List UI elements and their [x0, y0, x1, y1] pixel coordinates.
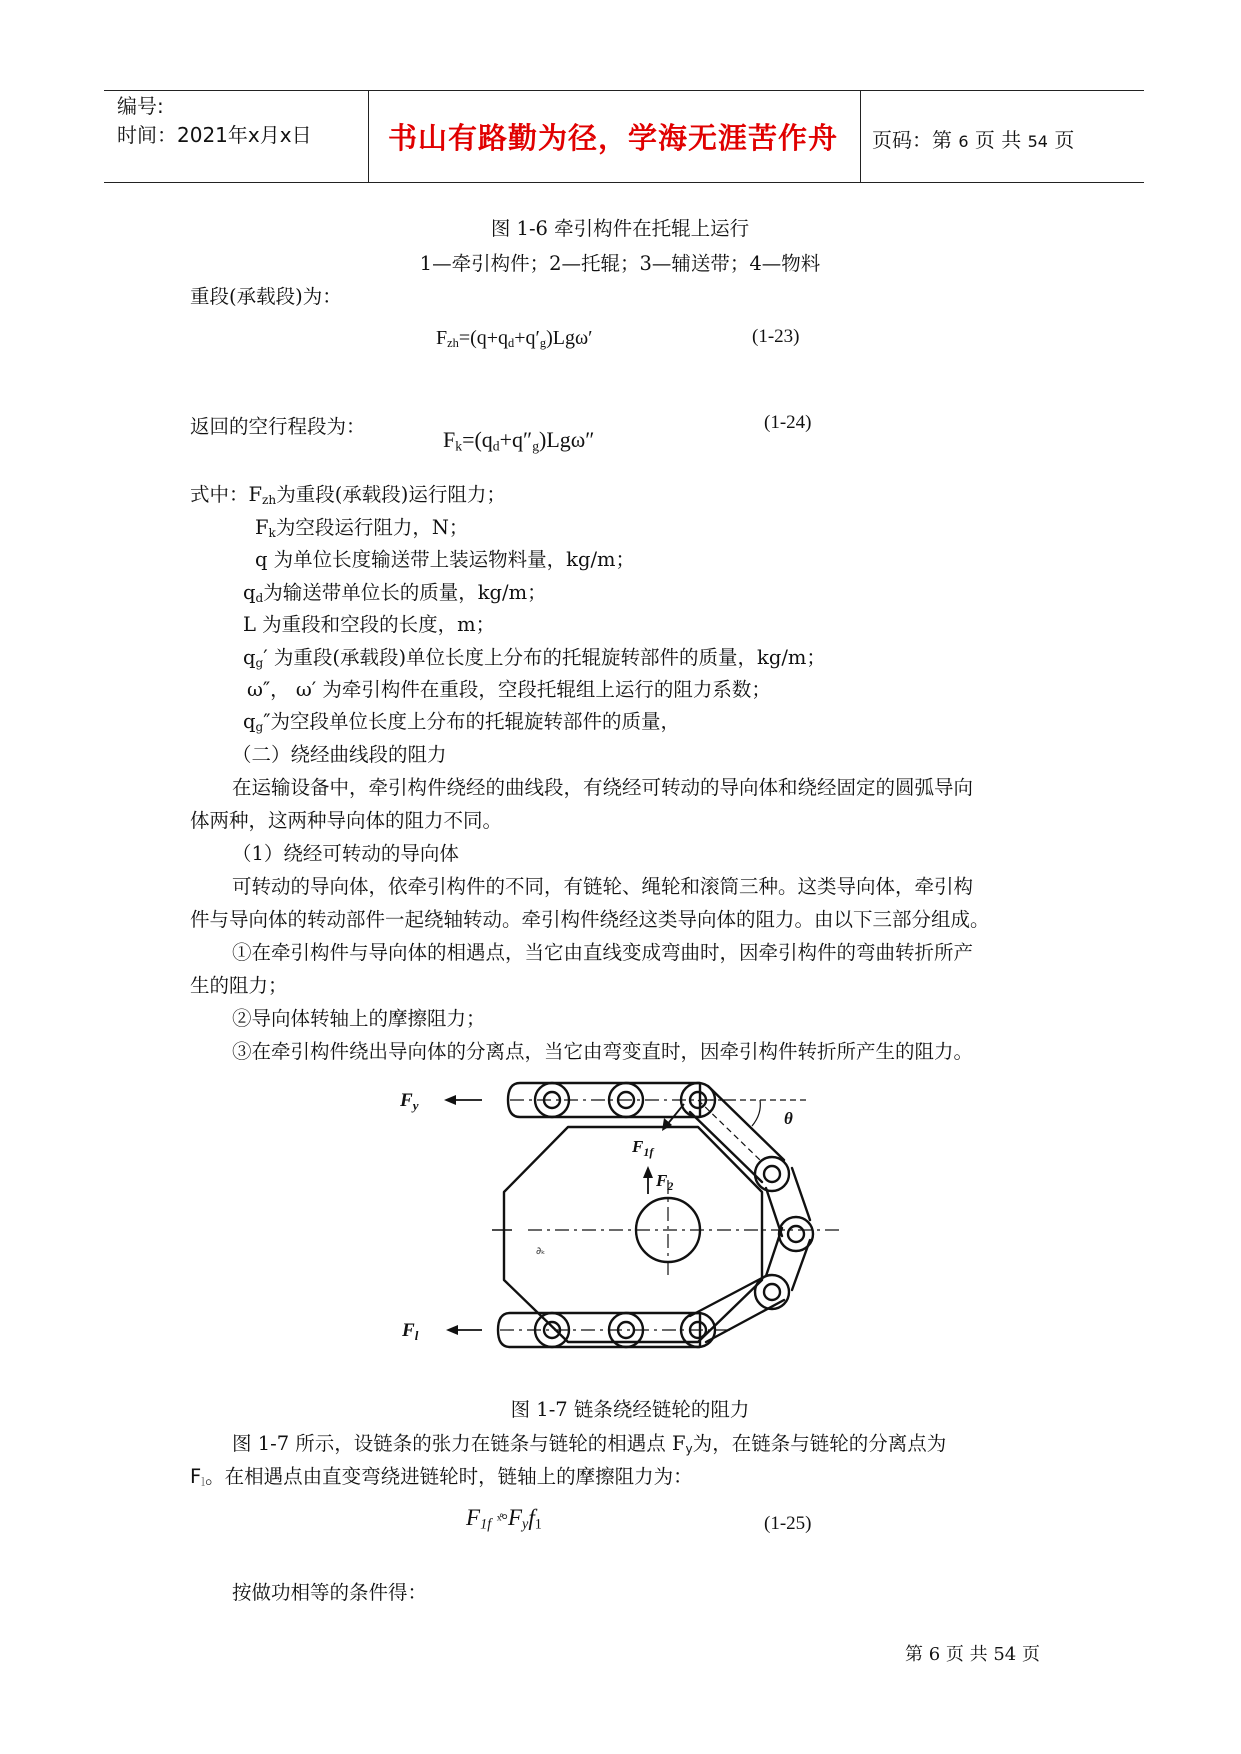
page-prefix: 页码：第 [872, 128, 952, 152]
page-total: 54 [1027, 132, 1048, 151]
para3-text-b: 为，在链条与链轮的分离点为 [692, 1432, 947, 1455]
def-intro: 式中： [190, 483, 249, 506]
para3-text-c: F [190, 1465, 202, 1488]
def-qg2-sym: q [243, 710, 256, 733]
doc-number-label: 编号: [117, 94, 164, 118]
eq25-fy: F [507, 1505, 522, 1530]
eq24-g-sub: g [532, 438, 539, 454]
fig17-label-small: ∂ₖ [536, 1246, 546, 1257]
item1-line1: ①在牵引构件与导向体的相遇点，当它由直线变成弯曲时，因牵引构件的弯曲转折所产 [232, 941, 974, 964]
fy-arrowhead [444, 1095, 456, 1105]
def-qg1-sub: g [255, 656, 264, 671]
theta-arc [752, 1100, 760, 1126]
item1-line2: 生的阻力； [190, 974, 288, 997]
header-top-rule [104, 90, 1144, 91]
def-fzh-sub: zh [262, 493, 277, 508]
fl-arrowhead [446, 1325, 458, 1335]
def-qd [243, 577, 547, 605]
eq25-f1-sub: 1 [534, 1516, 542, 1533]
para1-line2: 体两种，这两种导向体的阻力不同。 [190, 809, 503, 832]
def-qg1-text: ′ 为重段(承载段)单位长度上分布的托辊旋转部件的质量，kg/m； [263, 646, 826, 669]
item3: ③在牵引构件绕出导向体的分离点，当它由弯变直时，因牵引构件转折所产生的阻力。 [232, 1040, 974, 1063]
eq25-fy-sub: y [522, 1516, 529, 1533]
def-fzh [190, 479, 506, 507]
eq23-q-sub: d [508, 336, 515, 351]
eq24-f-sub: k [455, 438, 463, 454]
doc-time-label: 时间：2021年x月x日 [117, 123, 312, 147]
equation-1-23 [436, 327, 593, 351]
page-footer: 第 6 页 共 54 页 [905, 1644, 1040, 1665]
para2-line1: 可转动的导向体，依牵引构件的不同，有链轮、绳轮和滚筒三种。这类导向体，牵引构 [232, 875, 974, 898]
para3-line2 [190, 1461, 693, 1489]
fig16-legend: 1—牵引构件；2—托辊；3—辅送带；4—物料 [419, 252, 821, 275]
def-qg1-sym: q [243, 646, 256, 669]
def-fk-text: 为空段运行阻力，N； [275, 516, 469, 539]
def-qd-sym: q [243, 581, 256, 604]
return-section-label: 返回的空行程段为： [190, 415, 366, 438]
para2-line2: 件与导向体的转动部件一起绕轴转动。牵引构件绕经这类导向体的阻力。由以下三部分组成。 [190, 908, 990, 931]
para3-sub-y: y [685, 1442, 693, 1457]
def-qg2-text: ″为空段单位长度上分布的托辊旋转部件的质量， [263, 710, 681, 733]
para3-line1 [232, 1428, 946, 1456]
def-fzh-text: 为重段(承载段)运行阻力； [276, 483, 506, 506]
header-divider-2 [860, 90, 861, 182]
equation-number-1-24: (1-24) [764, 412, 812, 433]
eq23-g-sub: g [539, 336, 547, 351]
fig17-caption: 图 1-7 链条绕经链轮的阻力 [510, 1398, 750, 1421]
eq23-plus: +q′ [514, 327, 540, 349]
item2: ②导向体转轴上的摩擦阻力； [232, 1007, 486, 1030]
def-fk [255, 512, 468, 540]
def-fzh-sym: F [248, 483, 263, 506]
def-q: q 为单位长度输送带上装运物料量，kg/m； [255, 548, 636, 571]
fig17-label-f2: $F_2$ [656, 1171, 674, 1193]
eq23-f: F [436, 327, 448, 349]
para3-sub-l: l [201, 1475, 206, 1490]
def-qd-text: 为输送带单位长的质量，kg/m； [263, 581, 547, 604]
eq24-end: )Lgω″ [539, 427, 595, 452]
page-mid: 页 共 [974, 128, 1022, 152]
header-bottom-rule [104, 182, 1144, 183]
last-line: 按做功相等的条件得： [232, 1581, 428, 1604]
para3-text-a: 图 1-7 所示，设链条的张力在链条与链轮的相遇点 F [232, 1432, 686, 1455]
section-heading-3: （1）绕经可转动的导向体 [232, 842, 459, 865]
page-number: 6 [958, 132, 969, 151]
equation-1-24 [443, 427, 594, 454]
sprocket-octagon [504, 1127, 762, 1342]
eq23-mid: =(q+q [458, 327, 509, 349]
header-page-info [872, 124, 1074, 153]
def-fk-sub: k [268, 526, 276, 541]
para3-text-d: 。在相遇点由直变弯绕进链轮时，链轴上的摩擦阻力为： [205, 1465, 693, 1488]
eq25-relation: ˣ̊° [496, 1512, 508, 1529]
eq23-end: )Lgω′ [546, 327, 593, 349]
equation-1-25 [466, 1505, 542, 1534]
def-omega: ω″， ω′ 为牵引构件在重段，空段托辊组上运行的阻力系数； [247, 678, 771, 701]
eq23-f-sub: zh [447, 336, 459, 351]
f2-arrowhead [643, 1166, 653, 1178]
equation-number-1-23: (1-23) [752, 326, 800, 347]
fig17-label-fl: $F_l$ [402, 1320, 419, 1343]
para1-line1: 在运输设备中，牵引构件绕经的曲线段，有绕经可转动的导向体和绕经固定的圆弧导向 [232, 776, 974, 799]
eq25-f1: f [528, 1505, 535, 1530]
eq24-plus: +q″ [499, 427, 533, 452]
def-fk-sym: F [255, 516, 269, 539]
def-qg2-sub: g [255, 720, 264, 735]
def-qg2 [243, 706, 680, 734]
header-left [117, 92, 312, 150]
fig17-label-f1f: $F_{1f}$ [632, 1137, 654, 1159]
eq25-f: F [466, 1505, 481, 1530]
fig17-label-fy: $F_y$ [400, 1090, 419, 1113]
eq24-q-sub: d [492, 438, 500, 454]
equation-number-1-25: (1-25) [764, 1513, 812, 1534]
eq24-mid: =(q [462, 427, 493, 452]
heavy-section-label: 重段(承载段)为： [190, 285, 342, 308]
eq25-f-sub: 1f [480, 1516, 492, 1533]
page-suffix: 页 [1054, 128, 1075, 152]
fig17-label-theta: θ [784, 1109, 793, 1128]
fig17-chain-sprocket-diagram [400, 1070, 860, 1370]
section-heading-2: （二）绕经曲线段的阻力 [232, 743, 447, 766]
def-l: L 为重段和空段的长度，m； [243, 613, 496, 636]
def-qd-sub: d [255, 591, 264, 606]
def-qg1 [243, 642, 826, 670]
header-motto: 书山有路勤为径，学海无涯苦作舟 [387, 121, 838, 155]
fig16-caption: 图 1-6 牵引构件在托辊上运行 [490, 217, 750, 240]
eq24-f: F [443, 427, 456, 452]
